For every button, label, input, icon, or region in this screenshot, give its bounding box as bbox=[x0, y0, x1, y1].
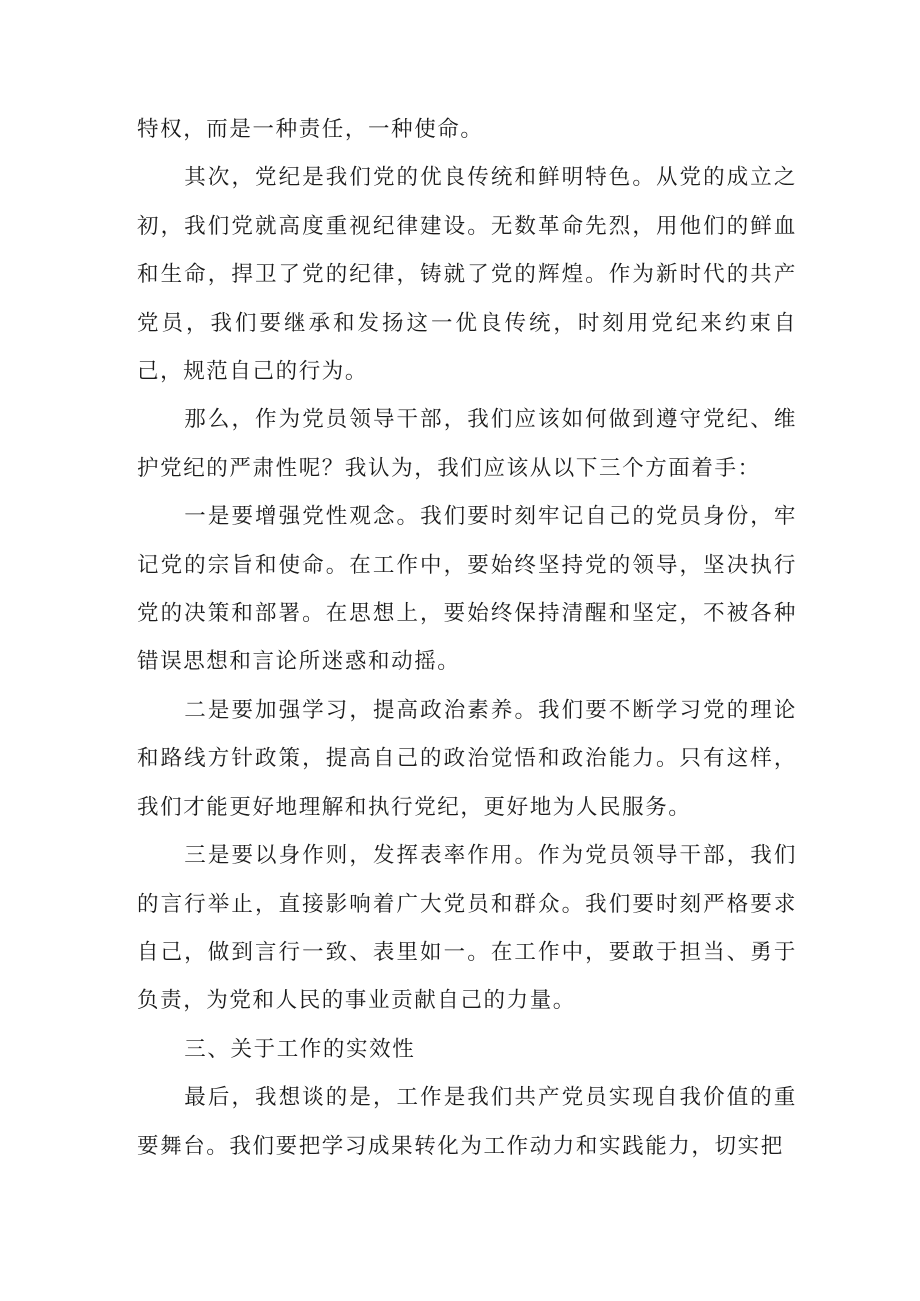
paragraph-how-to-comply: 那么，作为党员领导干部，我们应该如何做到遵守党纪、维护党纪的严肃性呢？我认为，我们应该从以下三个方面着手： bbox=[137, 407, 797, 481]
paragraph-work-effectiveness: 最后，我想谈的是，工作是我们共产党员实现自我价值的重要舞台。我们要把学习成果转化为工作动力和实践能力，切实把 bbox=[137, 1085, 797, 1159]
document-body bbox=[137, 106, 797, 1171]
paragraph-continuation: 特权，而是一种责任，一种使命。 bbox=[137, 117, 484, 142]
paragraph-party-discipline-tradition: 其次，党纪是我们党的优良传统和鲜明特色。从党的成立之初，我们党就高度重视纪律建设。无数革命先烈，用他们的鲜血和生命，捍卫了党的纪律，铸就了党的辉煌。作为新时代的共产党员，我们要继承和发扬这一优良传统，时刻用党纪来约束自己，规范自己的行为。 bbox=[137, 165, 797, 385]
section-heading: 三、关于工作的实效性 bbox=[184, 1036, 416, 1062]
paragraph-point-one: 一是要增强党性观念。我们要时刻牢记自己的党员身份，牢记党的宗旨和使命。在工作中，要始终坚持党的领导，坚决执行党的决策和部署。在思想上，要始终保持清醒和坚定，不被各种错误思想和言论所迷惑和动摇。 bbox=[137, 504, 797, 675]
paragraph-point-three: 三是要以身作则，发挥表率作用。作为党员领导干部，我们的言行举止，直接影响着广大党员和群众。我们要时刻严格要求自己，做到言行一致、表里如一。在工作中，要敢于担当、勇于负责，为党和人民的事业贡献自己的力量。 bbox=[137, 843, 797, 1014]
paragraph-point-two: 二是要加强学习，提高政治素养。我们要不断学习党的理论和路线方针政策，提高自己的政治觉悟和政治能力。只有这样，我们才能更好地理解和执行党纪，更好地为人民服务。 bbox=[137, 697, 797, 820]
